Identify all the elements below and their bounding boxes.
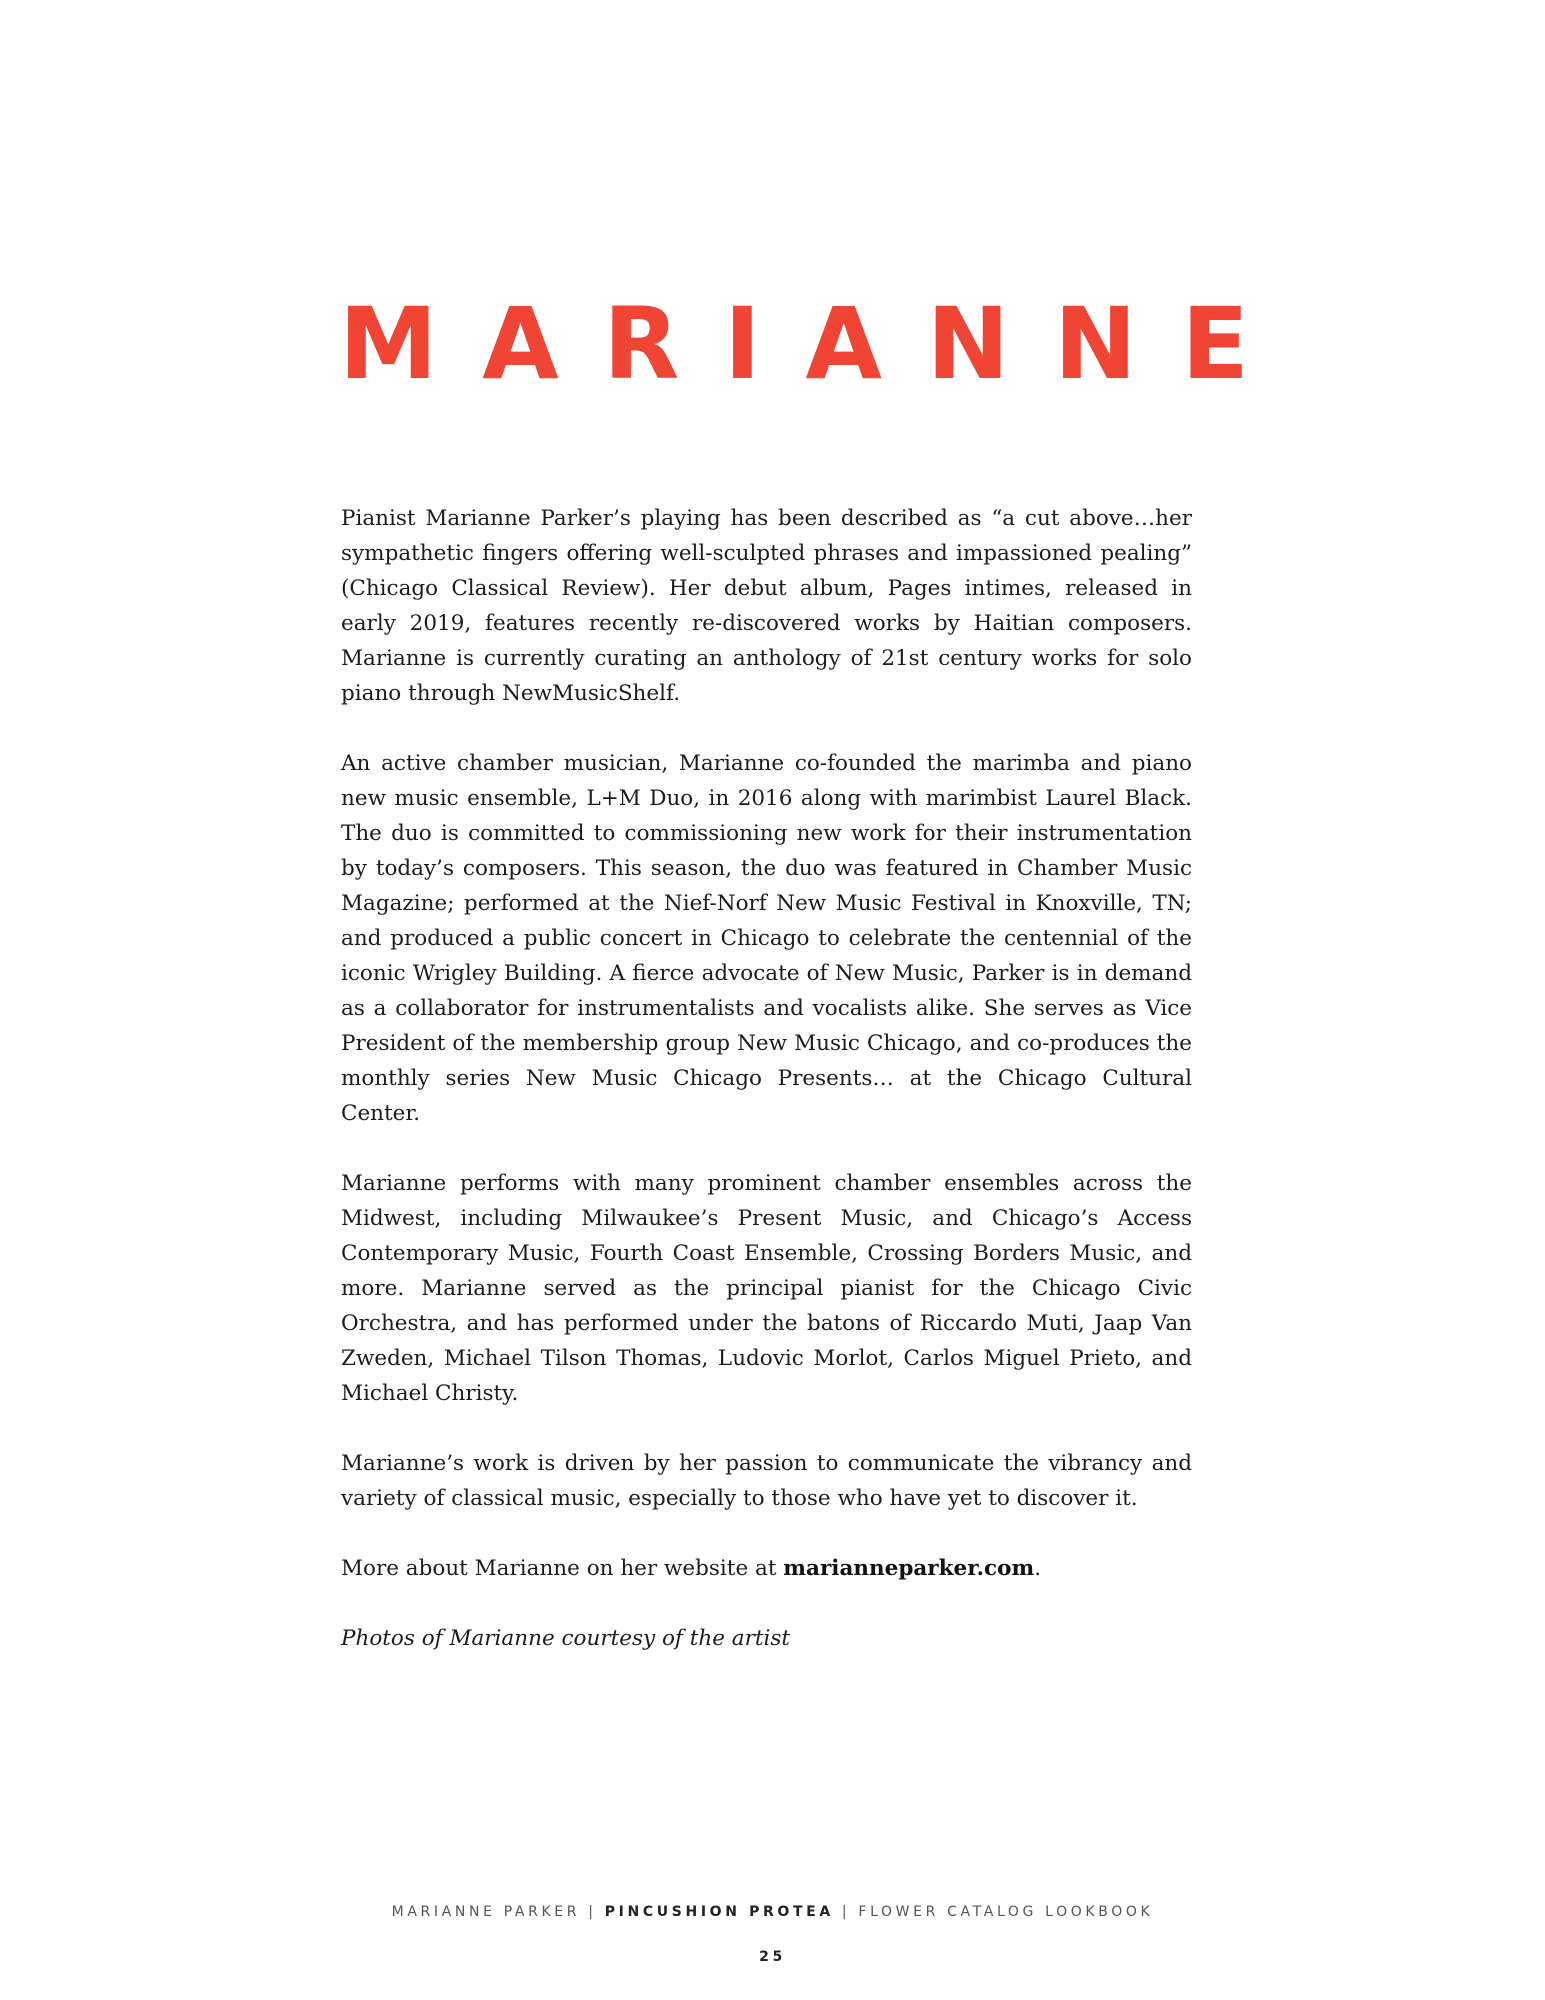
- page-number: 25: [759, 1949, 786, 1965]
- website-suffix: .: [1034, 1556, 1042, 1581]
- bio-paragraph-1: Pianist Marianne Parker’s playing has been described as “a cut above…her sympathetic fingers offering well-sculpted phrases and impassioned pealing” (Chicago Classical Review). Her debut album, Pages intimes, released in early 2019, features recently re-discovered works by Haitian composers. Marianne is currently curating an anthology of 21st century works for solo piano through NewMusicShelf.: [341, 506, 1192, 706]
- website-link[interactable]: marianneparker.com: [783, 1556, 1035, 1581]
- website-prefix: More about Marianne on her website at: [341, 1556, 784, 1581]
- footer-author: MARIANNE PARKER: [391, 1904, 581, 1920]
- bio-paragraph-3: Marianne performs with many prominent chamber ensembles across the Midwest, including Milwaukee’s Present Music, and Chicago’s Access Contemporary Music, Fourth Coast Ensemble, Crossing Borders Music, and more. Marianne served as the principal pianist for the Chicago Civic Orchestra, and has performed under the batons of Riccardo Muti, Jaap Van Zweden, Michael Tilson Thomas, Ludovic Morlot, Carlos Miguel Prieto, and Michael Christy.: [341, 1171, 1192, 1406]
- footer-collection: PINCUSHION PROTEA: [604, 1904, 834, 1920]
- bio-paragraph-4: Marianne’s work is driven by her passion to communicate the vibrancy and variety of classical music, especially to those who have yet to discover it.: [341, 1451, 1192, 1511]
- website-line: [341, 1551, 1192, 1586]
- footer-separator: |: [588, 1904, 597, 1920]
- footer-separator: |: [841, 1904, 851, 1920]
- page-title: MARIANNE: [339, 287, 1294, 402]
- footer: [0, 1904, 1545, 1920]
- body-text: [341, 501, 1192, 1656]
- footer-catalog: FLOWER CATALOG LOOKBOOK: [858, 1904, 1154, 1920]
- bio-paragraph-2: An active chamber musician, Marianne co-founded the marimba and piano new music ensemble, L+M Duo, in 2016 along with marimbist Laurel Black. The duo is committed to commissioning new work for their instrumentation by today’s composers. This season, the duo was featured in Chamber Music Magazine; performed at the Nief-Norf New Music Festival in Knoxville, TN; and produced a public concert in Chicago to celebrate the centennial of the iconic Wrigley Building. A fierce advocate of New Music, Parker is in demand as a collaborator for instrumentalists and vocalists alike. She serves as Vice President of the membership group New Music Chicago, and co-produces the monthly series New Music Chicago Presents… at the Chicago Cultural Center.: [341, 751, 1192, 1126]
- photo-credit: Photos of Marianne courtesy of the artist: [341, 1626, 791, 1651]
